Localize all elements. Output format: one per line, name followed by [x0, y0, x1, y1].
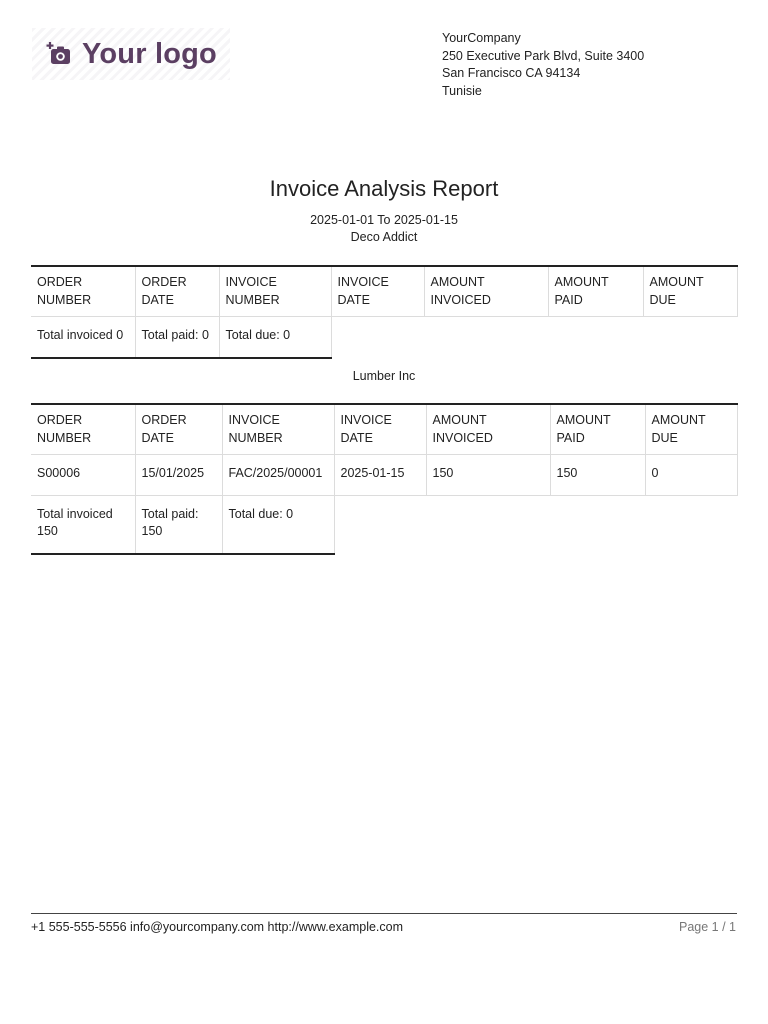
col-invoice-number: INVOICE NUMBER [222, 404, 334, 455]
col-amount-invoiced: AMOUNT INVOICED [424, 266, 548, 317]
invoice-number-cell: FAC/2025/00001 [222, 455, 334, 496]
amount-invoiced-cell: 150 [426, 455, 550, 496]
logo-text: Your logo [82, 37, 217, 70]
total-due: Total due: 0 [222, 495, 334, 554]
invoice-date-cell: 2025-01-15 [334, 455, 426, 496]
invoice-table-lumber-inc [31, 403, 738, 555]
table-header-row [31, 404, 737, 455]
col-order-date: ORDER DATE [135, 404, 222, 455]
col-amount-invoiced: AMOUNT INVOICED [426, 404, 550, 455]
col-invoice-number: INVOICE NUMBER [219, 266, 331, 317]
page-number: Page 1 / 1 [679, 920, 736, 934]
amount-paid-cell: 150 [550, 455, 645, 496]
totals-row [31, 495, 737, 554]
total-paid: Total paid: 0 [135, 317, 219, 358]
footer-divider [31, 913, 737, 914]
company-address [442, 30, 644, 100]
col-order-date: ORDER DATE [135, 266, 219, 317]
col-invoice-date: INVOICE DATE [331, 266, 424, 317]
totals-row [31, 317, 737, 358]
camera-plus-icon [46, 41, 72, 67]
total-invoiced: Total invoiced 0 [31, 317, 135, 358]
col-amount-due: AMOUNT DUE [645, 404, 737, 455]
footer-contact: +1 555-555-5556 info@yourcompany.com http://www.example.com [31, 920, 404, 934]
company-street: 250 Executive Park Blvd, Suite 3400 [442, 48, 645, 63]
customer-name: Deco Addict [350, 230, 418, 244]
table-row [31, 455, 737, 496]
report-title: Invoice Analysis Report [269, 176, 499, 201]
table-header-row [31, 266, 737, 317]
col-amount-due: AMOUNT DUE [643, 266, 737, 317]
total-invoiced: Total invoiced 150 [31, 495, 135, 554]
order-number-cell: S00006 [31, 455, 135, 496]
company-logo [32, 28, 230, 80]
invoice-table-deco-addict [31, 265, 738, 359]
company-name: YourCompany [442, 31, 521, 45]
total-due: Total due: 0 [219, 317, 331, 358]
report-date-range: 2025-01-01 To 2025-01-15 [310, 213, 458, 227]
customer-name: Lumber Inc [352, 369, 416, 383]
amount-due-cell: 0 [645, 455, 737, 496]
col-invoice-date: INVOICE DATE [334, 404, 426, 455]
col-order-number: ORDER NUMBER [31, 266, 135, 317]
company-city: San Francisco CA 94134 [442, 66, 581, 80]
order-date-cell: 15/01/2025 [135, 455, 222, 496]
col-amount-paid: AMOUNT PAID [548, 266, 643, 317]
col-amount-paid: AMOUNT PAID [550, 404, 645, 455]
total-paid: Total paid: 150 [135, 495, 222, 554]
col-order-number: ORDER NUMBER [31, 404, 135, 455]
company-country: Tunisie [442, 83, 482, 98]
